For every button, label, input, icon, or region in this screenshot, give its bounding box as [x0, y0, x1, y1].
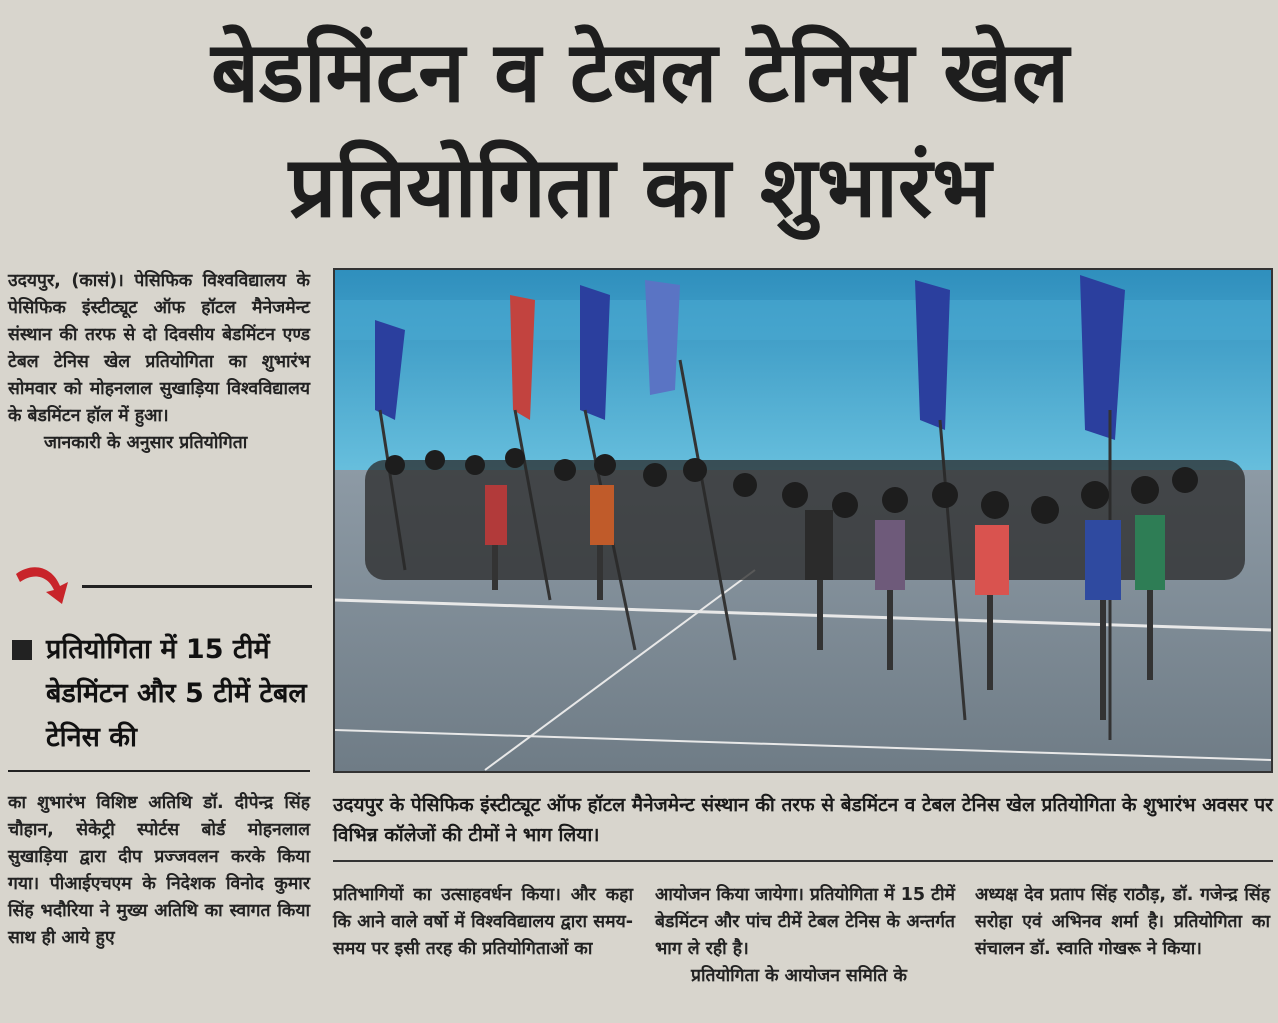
article-paragraph-1: उदयपुर, (कासं)। पेसिफिक विश्वविद्यालय के पेसिफिक इंस्टीट्यूट ऑफ हॉटल मैनेजमेन्ट संस्थान की तरफ से दो दिवसीय बेडमिंटन एण्ड टेबल टेनिस खेल प्रतियोगिता का शुभारंभ सोमवार को मोहनलाल सुखाड़िया विश्वविद्यालय के बेडमिंटन हॉल में हुआ।: [8, 271, 310, 426]
event-photo: [333, 268, 1273, 773]
headline-line-1: बेडमिंटन व टेबल टेनिस खेल: [211, 23, 1069, 121]
highlight-bottom-rule: [8, 770, 310, 772]
bullet-square: [12, 640, 32, 660]
article-paragraph-2: जानकारी के अनुसार प्रतियोगिता: [44, 433, 248, 453]
highlight-box-text: प्रतियोगिता में 15 टीमें बेडमिंटन और 5 टीमें टेबल टेनिस की: [46, 634, 307, 753]
bottom-column-1: प्रतिभागियों का उत्साहवर्धन किया। और कहा कि आने वाले वर्षो में विश्वविद्यालय द्वारा समय-समय पर इसी तरह की प्रतियोगिताओं का: [333, 885, 633, 959]
left-column-lower: का शुभारंभ विशिष्ट अतिथि डॉ. दीपेन्द्र सिंह चौहान, सेकेट्री स्पोर्टस बोर्ड मोहनलाल सुखाड़िया द्वारा दीप प्रज्जवलन करके किया गया। पीआईएचएम के निदेशक विनोद कुमार सिंह भदौरिया ने मुख्य अतिथि का स्वागत किया साथ ही आये हुए: [8, 793, 310, 948]
highlight-rule: [82, 585, 312, 588]
bottom-column-2-paragraph-1: आयोजन किया जायेगा। प्रतियोगिता में 15 टीमें बेडमिंटन और पांच टीमें टेबल टेनिस के अन्तर्गत भाग ले रही है।: [655, 885, 955, 959]
red-arrow-icon: [12, 560, 74, 610]
bottom-column-3: अध्यक्ष देव प्रताप सिंह राठौड़, डॉ. गजेन्द्र सिंह सरोहा एवं अभिनव शर्मा है। प्रतियोगिता का संचालन डॉ. स्वाति गोखरू ने किया।: [975, 885, 1270, 959]
left-column-top: [8, 268, 310, 457]
caption-divider: [333, 860, 1273, 862]
event-photo-image: [335, 270, 1271, 771]
bottom-column-2: [655, 882, 955, 990]
bottom-column-2-paragraph-2: प्रतियोगिता के आयोजन समिति के: [691, 966, 907, 986]
photo-caption: उदयपुर के पेसिफिक इंस्टीट्यूट ऑफ हॉटल मैनेजमेन्ट संस्थान की तरफ से बेडमिंटन व टेबल टेनिस खेल प्रतियोगिता के शुभारंभ अवसर पर विभिन्न कॉलेजों की टीमों ने भाग लिया।: [333, 794, 1273, 846]
headline-line-2: प्रतियोगिता का शुभारंभ: [288, 138, 992, 236]
